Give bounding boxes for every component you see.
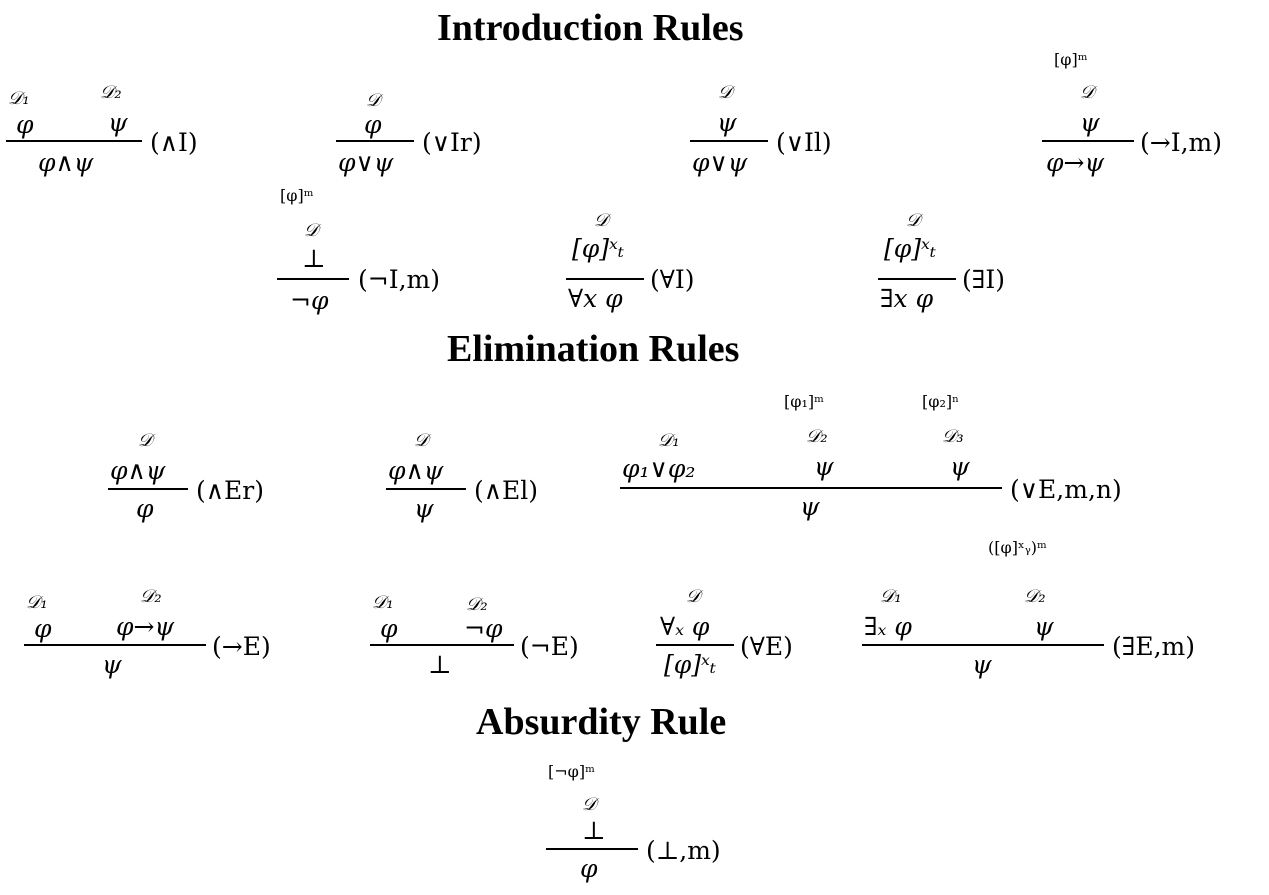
discharged-hypothesis: ([φ]ˣᵧ)ᵐ [988, 538, 1047, 557]
inference-line [108, 488, 188, 490]
derivation-1: 𝒟₁ [26, 592, 48, 613]
derivation-2: 𝒟₂ [466, 594, 488, 615]
derivation-1: 𝒟₁ [880, 586, 902, 607]
inference-line [656, 644, 734, 646]
premise: [φ]ˣₜ [884, 234, 937, 263]
derivation: 𝒟 [366, 90, 381, 111]
heading-absurdity-rule: Absurdity Rule [476, 701, 727, 743]
inference-line [277, 278, 349, 280]
premise-1: φ [34, 614, 52, 643]
premise-2: ψ [1034, 612, 1054, 641]
derivation-2: 𝒟₂ [1024, 586, 1046, 607]
premise: ∀ₓ φ [660, 612, 710, 641]
rule-label: (→I,m) [1140, 128, 1222, 157]
rule-label: (¬I,m) [358, 265, 440, 294]
conclusion: ψ [800, 492, 820, 521]
derivation: 𝒟 [906, 210, 921, 231]
derivation: 𝒟 [304, 220, 319, 241]
derivation-3: 𝒟₃ [942, 426, 964, 447]
conclusion: φ [136, 494, 154, 523]
premise-1: φ [380, 614, 398, 643]
premise: ψ [717, 108, 737, 137]
conclusion: ψ [102, 650, 122, 679]
inference-line [370, 644, 514, 646]
rule-label: (∧I) [150, 128, 198, 157]
conclusion: φ∧ψ [38, 148, 94, 177]
discharged-hypothesis: [φ]ᵐ [280, 186, 314, 205]
premise: ψ [1080, 108, 1100, 137]
rule-label: (→E) [212, 632, 271, 661]
conclusion: ψ [414, 494, 434, 523]
inference-line [546, 848, 638, 850]
inference-line [1042, 140, 1134, 142]
inference-line [566, 278, 644, 280]
rule-label: (∃I) [962, 265, 1005, 294]
discharged-hypothesis-n: [φ₂]ⁿ [922, 392, 960, 411]
inference-line [24, 644, 206, 646]
rule-label: (∨E,m,n) [1010, 475, 1122, 504]
conclusion: φ∨ψ [338, 148, 394, 177]
derivation: 𝒟 [582, 794, 597, 815]
inference-line [620, 487, 1002, 489]
premise: [φ]ˣₜ [572, 234, 625, 263]
premise-2: ψ [108, 108, 128, 137]
premise-1: φ [16, 110, 34, 139]
discharged-hypothesis-m: [φ₁]ᵐ [784, 392, 824, 411]
inference-line [6, 140, 142, 142]
inference-line [862, 644, 1104, 646]
conclusion: φ [580, 854, 598, 883]
rule-label: (∨Ir) [422, 128, 482, 157]
inference-line [386, 488, 466, 490]
conclusion: ∀x φ [568, 284, 623, 313]
premise: φ [364, 110, 382, 139]
derivation: 𝒟 [594, 210, 609, 231]
derivation-2: 𝒟₂ [806, 426, 828, 447]
conclusion: ψ [972, 650, 992, 679]
discharged-hypothesis: [φ]ᵐ [1054, 50, 1088, 69]
heading-elimination-rules: Elimination Rules [447, 328, 740, 370]
derivation: 𝒟 [138, 430, 153, 451]
conclusion: ∃x φ [880, 284, 934, 313]
conclusion: [φ]ˣₜ [664, 650, 717, 679]
rule-label: (∧Er) [196, 476, 265, 505]
derivation: 𝒟 [718, 82, 733, 103]
rule-label: (¬E) [520, 632, 579, 661]
inference-line [878, 278, 956, 280]
premise-1: ∃ₓ φ [864, 612, 912, 641]
derivation-2: 𝒟₂ [140, 586, 162, 607]
premise-2: φ→ψ [116, 612, 175, 641]
premise: ⊥ [582, 816, 606, 845]
derivation: 𝒟 [686, 586, 701, 607]
premise-1: φ₁∨φ₂ [622, 454, 696, 483]
premise-2: ¬φ [464, 614, 503, 643]
premise: φ∧ψ [110, 456, 166, 485]
inference-line [690, 140, 768, 142]
rule-label: (∧El) [474, 476, 539, 505]
derivation-1: 𝒟₁ [658, 430, 680, 451]
premise-3: ψ [950, 452, 970, 481]
heading-introduction-rules: Introduction Rules [437, 7, 744, 49]
rule-label: (∃E,m) [1112, 632, 1195, 661]
conclusion: ⊥ [428, 650, 452, 679]
conclusion: φ→ψ [1046, 148, 1105, 177]
premise: φ∧ψ [388, 456, 444, 485]
rule-label: (∨Il) [776, 128, 832, 157]
premise: ⊥ [302, 244, 326, 273]
derivation-1: 𝒟₁ [372, 592, 394, 613]
derivation-1: 𝒟₁ [8, 88, 30, 109]
derivation: 𝒟 [414, 430, 429, 451]
rule-label: (⊥,m) [646, 836, 721, 865]
derivation-2: 𝒟₂ [100, 82, 122, 103]
derivation: 𝒟 [1080, 82, 1095, 103]
premise-2: ψ [814, 452, 834, 481]
conclusion: ¬φ [290, 286, 329, 315]
rule-label: (∀E) [740, 632, 793, 661]
rule-label: (∀I) [650, 265, 695, 294]
inference-line [336, 140, 414, 142]
conclusion: φ∨ψ [692, 148, 748, 177]
discharged-hypothesis: [¬φ]ᵐ [548, 762, 595, 781]
